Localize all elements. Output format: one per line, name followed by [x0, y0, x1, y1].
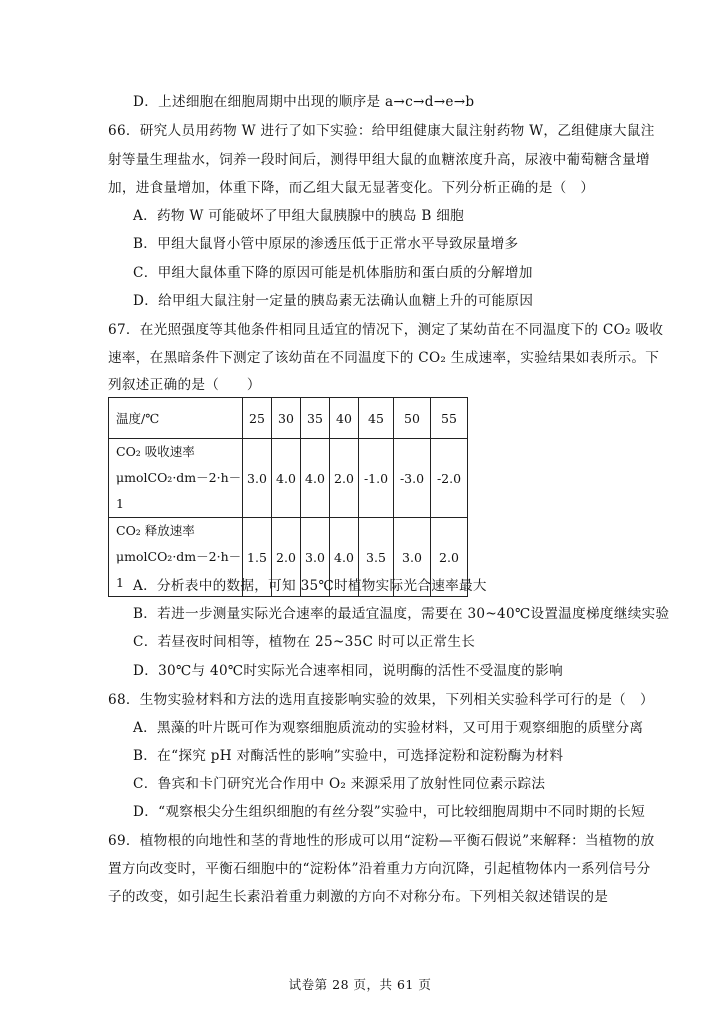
table-row-co2-uptake — [109, 439, 468, 518]
table-value-cell: 4.0 — [330, 518, 359, 597]
table-value-cell: 3.5 — [359, 518, 394, 597]
q66-stem-line-1: 66．研究人员用药物 W 进行了如下实验：给甲组健康大鼠注射药物 W，乙组健康大鼠注 — [108, 123, 655, 139]
q66-option-d: D．给甲组大鼠注射一定量的胰岛素无法确认血糖上升的可能原因 — [133, 293, 534, 309]
q66-option-c: C．甲组大鼠体重下降的原因可能是机体脂肪和蛋白质的分解增加 — [133, 265, 533, 281]
q68-option-d: D．“观察根尖分生组织细胞的有丝分裂”实验中，可比较细胞周期中不同时期的长短 — [133, 804, 645, 820]
table-temp-cell: 50 — [394, 398, 431, 439]
q69-stem-line-1: 69．植物根的向地性和茎的背地性的形成可以用“淀粉—平衡石假说”来解释：当植物的放 — [108, 833, 655, 849]
q66-option-b: B．甲组大鼠肾小管中原尿的渗透压低于正常水平导致尿量增多 — [133, 236, 519, 252]
table-value-cell: 4.0 — [272, 439, 301, 518]
row-label-unit: μmolCO₂·dm－2·h－1 — [116, 549, 242, 590]
q68-option-b: B．在“探究 pH 对酶活性的影响”实验中，可选择淀粉和淀粉酶为材料 — [133, 748, 564, 764]
q68-option-c: C．鲁宾和卡门研究光合作用中 O₂ 来源采用了放射性同位素示踪法 — [133, 776, 546, 792]
q68-stem-line-1: 68．生物实验材料和方法的选用直接影响实验的效果，下列相关实验科学可行的是（ ） — [108, 692, 654, 708]
table-value-cell: 3.0 — [243, 439, 272, 518]
q66-stem-line-3: 加，进食量增加，体重下降，而乙组大鼠无显著变化。下列分析正确的是（ ） — [108, 180, 595, 196]
table-temp-cell: 30 — [272, 398, 301, 439]
table-value-cell: 3.0 — [394, 518, 431, 597]
row-label-line-1: CO₂ 吸收速率 — [116, 444, 195, 459]
page-footer: 试卷第 28 页，共 61 页 — [288, 977, 432, 992]
table-temp-cell: 40 — [330, 398, 359, 439]
q67-data-table — [108, 397, 468, 597]
table-temp-cell: 25 — [243, 398, 272, 439]
q67-option-d: D．30℃与 40℃时实际光合速率相同，说明酶的活性不受温度的影响 — [133, 663, 563, 679]
table-header-label: 温度/℃ — [109, 398, 243, 439]
table-value-cell: 1.5 — [243, 518, 272, 597]
q66-option-a: A．药物 W 可能破坏了甲组大鼠胰腺中的胰岛 B 细胞 — [133, 208, 465, 224]
q66-stem-line-2: 射等量生理盐水，饲养一段时间后，测得甲组大鼠的血糖浓度升高，尿液中葡萄糖含量增 — [108, 152, 650, 168]
row-label-unit: μmolCO₂·dm－2·h－1 — [116, 470, 242, 511]
q67-stem-line-2: 速率，在黑暗条件下测定了该幼苗在不同温度下的 CO₂ 生成速率，实验结果如表所示。下 — [108, 350, 660, 366]
table-temp-cell: 35 — [301, 398, 330, 439]
q68-option-a: A．黑藻的叶片既可作为观察细胞质流动的实验材料，又可用于观察细胞的质壁分离 — [133, 720, 644, 736]
table-value-cell: 2.0 — [431, 518, 468, 597]
table-value-cell: 3.0 — [301, 518, 330, 597]
table-value-cell: 4.0 — [301, 439, 330, 518]
q67-option-c: C．若昼夜时间相等，植物在 25~35C 时可以正常生长 — [133, 634, 476, 650]
table-temp-cell: 45 — [359, 398, 394, 439]
q69-stem-line-2: 置方向改变时，平衡石细胞中的“淀粉体”沿着重力方向沉降，引起植物体内一系列信号分 — [108, 861, 651, 877]
table-header-row — [109, 398, 468, 439]
q67-stem-line-3: 列叙述正确的是（ ） — [108, 377, 261, 393]
prev-question-option-d: D．上述细胞在细胞周期中出现的顺序是 a→c→d→e→b — [133, 94, 475, 110]
q69-stem-line-3: 子的改变，如引起生长素沿着重力刺激的方向不对称分布。下列相关叙述错误的是 — [108, 889, 609, 905]
table-value-cell: -2.0 — [431, 439, 468, 518]
row-label-line-1: CO₂ 释放速率 — [116, 523, 195, 538]
table-temp-cell: 55 — [431, 398, 468, 439]
table-value-cell: 2.0 — [330, 439, 359, 518]
table-value-cell: -1.0 — [359, 439, 394, 518]
table-value-cell: 2.0 — [272, 518, 301, 597]
q67-stem-line-1: 67．在光照强度等其他条件相同且适宜的情况下，测定了某幼苗在不同温度下的 CO₂ 吸收 — [108, 322, 664, 338]
table-value-cell: -3.0 — [394, 439, 431, 518]
row-label-cell — [109, 439, 243, 518]
q67-option-a: A．分析表中的数据，可知 35℃时植物实际光合速率最大 — [133, 578, 487, 594]
q67-option-b: B．若进一步测量实际光合速率的最适宜温度，需要在 30~40℃设置温度梯度继续实验 — [133, 606, 670, 622]
